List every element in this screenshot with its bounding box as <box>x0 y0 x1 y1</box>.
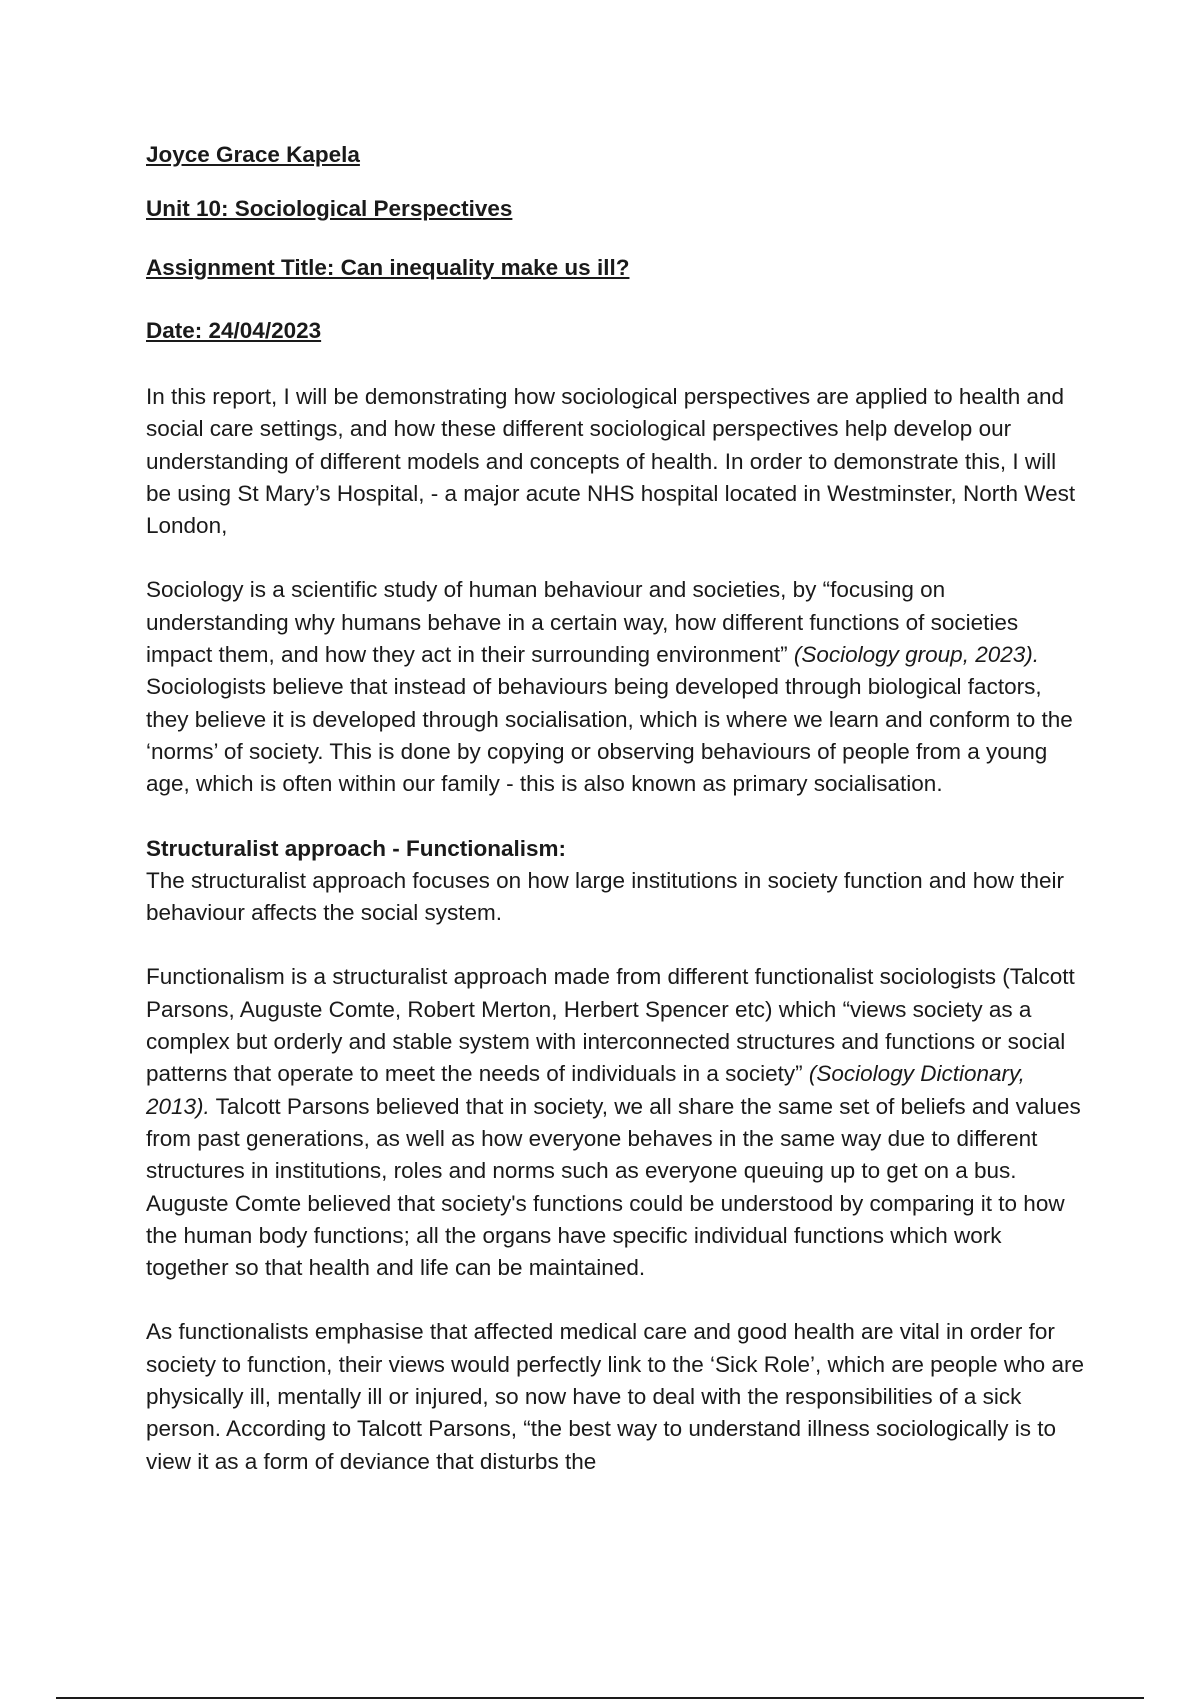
intro-paragraph: In this report, I will be demonstrating how sociological perspectives are applied to health and social care settings, and how these different sociological perspectives help develop our understanding of different models and concepts of health. In order to demonstrate this, I will be using St Mary’s Hospital, - a major acute NHS hospital located in Westminster, North West London, <box>146 384 1076 539</box>
functionalism-text-1: Functionalism is a structuralist approach made from different functionalist sociologists (Talcott Parsons, Auguste Comte, Robert Merton, Herbert Spencer etc) which “views society as a complex but orderly and stable system with interconnected structures and functions or social patterns that operate to meet the needs of individuals in a society” <box>146 964 1075 1087</box>
sociology-citation: (Sociology group, 2023). <box>793 642 1039 668</box>
functionalism-citation: (Sociology Dictionary, 2013). <box>146 1061 1025 1119</box>
author-name: Joyce Grace Kapela <box>146 142 360 167</box>
document-page <box>146 140 1086 1510</box>
functionalism-text-2: Talcott Parsons believed that in society, we all share the same set of beliefs and values from past generations, as well as how everyone behaves in the same way due to different structures in institutions, roles and norms such as everyone queuing up to get on a bus. Auguste Comte believed that society's functions could be understood by comparing it to how the human body functions; all the organs have specific individual functions which work together so that health and life can be maintained. <box>146 1093 1081 1281</box>
structuralist-paragraph: The structuralist approach focuses on how large institutions in society function and how their behaviour affects the social system. <box>146 867 1064 926</box>
sociology-paragraph <box>146 574 1086 800</box>
date-line: Date: 24/04/2023 <box>146 318 322 343</box>
sociology-text-2: Sociologists believe that instead of behaviours being developed through biological factors, they believe it is developed through socialisation, which is where we learn and conform to the ‘norms’ of society. This is done by copying or observing behaviours of people from a young age, which is often within our family - this is also known as primary socialisation. <box>146 674 1073 797</box>
assignment-title: Assignment Title: Can inequality make us ill? <box>146 255 630 280</box>
sociology-text-1: Sociology is a scientific study of human behaviour and societies, by “focusing on understanding why humans behave in a certain way, how different functions of societies impact them, and how they act in their surrounding environment” <box>146 577 1019 668</box>
page-divider <box>56 1697 1144 1699</box>
section-heading: Structuralist approach - Functionalism: <box>146 835 567 861</box>
sick-role-paragraph: As functionalists emphasise that affected medical care and good health are vital in order for society to function, their views would perfectly link to the ‘Sick Role’, which are people who are physically ill, mentally ill or injured, so now have to deal with the responsibilities of a sick person. According to Talcott Parsons, “the best way to understand illness sociologically is to view it as a form of deviance that disturbs the <box>146 1319 1084 1474</box>
unit-title: Unit 10: Sociological Perspectives <box>146 196 513 221</box>
functionalism-paragraph <box>146 961 1086 1284</box>
